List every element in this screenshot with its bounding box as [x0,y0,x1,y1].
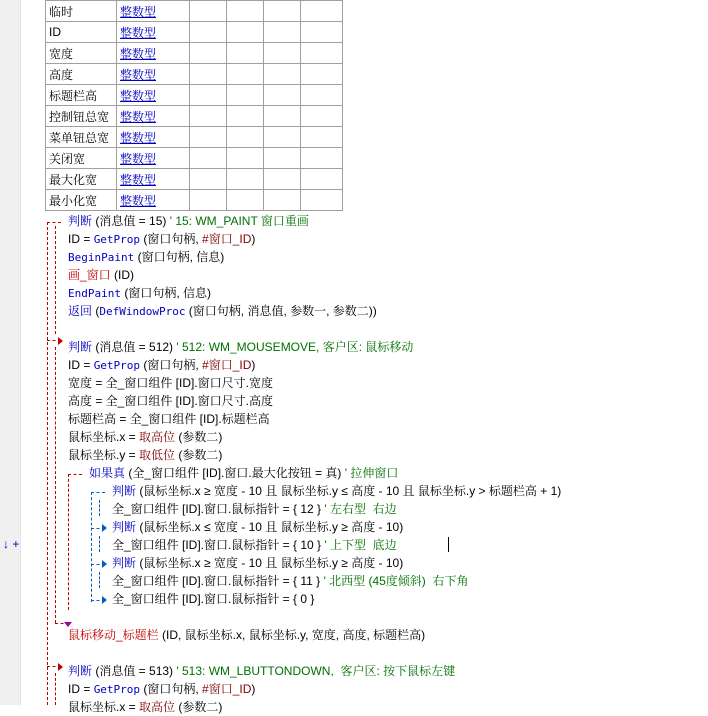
variable-type[interactable] [117,169,190,190]
table-cell[interactable] [264,85,301,106]
code-line[interactable]: BeginPaint (窗口句柄, 信息) [68,250,225,264]
variable-name[interactable]: 标题栏高 [46,85,117,106]
flow-line-outer [47,222,48,705]
table-cell[interactable] [227,190,264,211]
variable-type-link[interactable]: 整数型 [120,151,157,166]
flow-line-branch2 [55,347,56,623]
variable-type-link[interactable]: 整数型 [120,193,157,208]
flow-line-inner [99,572,100,588]
variable-type[interactable] [117,22,190,43]
variable-name[interactable]: ID [46,22,117,43]
flow-line-inner [91,492,92,602]
table-cell[interactable] [301,22,343,43]
variable-type[interactable] [117,190,190,211]
variable-type[interactable] [117,127,190,148]
flow-arrow [102,524,107,532]
table-cell[interactable] [190,22,227,43]
table-cell[interactable] [264,1,301,22]
table-cell[interactable] [190,64,227,85]
variable-name[interactable]: 高度 [46,64,117,85]
table-row[interactable] [46,1,343,22]
table-cell[interactable] [190,1,227,22]
table-cell[interactable] [227,127,264,148]
variable-type[interactable] [117,43,190,64]
code-line[interactable]: 全_窗口组件 [ID].窗口.鼠标指针 = { 0 } [112,592,315,606]
table-row[interactable] [46,148,343,169]
code-line[interactable]: 判断 (消息值 = 513) ' 513: WM_LBUTTONDOWN, 客户区: 按下鼠标左键 [68,664,456,678]
flow-line-inner [99,536,100,552]
variable-name[interactable]: 控制钮总宽 [46,106,117,127]
code-line[interactable]: 返回 (DefWindowProc (窗口句柄, 消息值, 参数一, 参数二)) [68,304,377,318]
flow-arrow [102,560,107,568]
code-line[interactable]: EndPaint (窗口句柄, 信息) [68,286,211,300]
table-cell[interactable] [264,43,301,64]
table-cell[interactable] [301,127,343,148]
code-line[interactable]: 高度 = 全_窗口组件 [ID].窗口尺寸.高度 [68,394,274,408]
table-cell[interactable] [301,43,343,64]
table-cell[interactable] [190,148,227,169]
table-cell[interactable] [227,1,264,22]
code-line[interactable]: 鼠标坐标.x = 取高位 (参数二) [68,700,223,714]
table-cell[interactable] [227,43,264,64]
table-row[interactable] [46,169,343,190]
table-cell[interactable] [190,85,227,106]
variable-name[interactable]: 临时 [46,1,117,22]
flow-arrow [102,596,107,604]
table-cell[interactable] [190,190,227,211]
variable-type-link[interactable]: 整数型 [120,25,157,40]
variable-name[interactable]: 宽度 [46,43,117,64]
flow-arrow [58,663,63,671]
table-cell[interactable] [227,64,264,85]
table-cell[interactable] [264,127,301,148]
variable-type-link[interactable]: 整数型 [120,109,157,124]
variable-type-link[interactable]: 整数型 [120,88,157,103]
table-row[interactable] [46,22,343,43]
table-cell[interactable] [301,169,343,190]
variable-name[interactable]: 最小化宽 [46,190,117,211]
variable-type-link[interactable]: 整数型 [120,4,157,19]
table-cell[interactable] [301,190,343,211]
text-caret [448,537,449,552]
table-row[interactable] [46,190,343,211]
editor-gutter[interactable] [0,0,21,705]
code-line[interactable]: ID = GetProp (窗口句柄, #窗口_ID) [68,232,256,246]
code-line[interactable]: 鼠标坐标.x = 取高位 (参数二) [68,430,223,444]
code-line[interactable]: 鼠标移动_标题栏 (ID, 鼠标坐标.x, 鼠标坐标.y, 宽度, 高度, 标题栏高) [68,628,426,642]
table-row[interactable] [46,64,343,85]
table-cell[interactable] [190,106,227,127]
table-cell[interactable] [264,22,301,43]
variable-type[interactable] [117,64,190,85]
code-line[interactable]: ID = GetProp (窗口句柄, #窗口_ID) [68,358,256,372]
table-cell[interactable] [227,106,264,127]
table-row[interactable] [46,85,343,106]
variable-table [45,0,343,211]
table-cell[interactable] [227,169,264,190]
code-line[interactable]: 全_窗口组件 [ID].窗口.鼠标指针 = { 10 } ' 上下型 底边 [112,538,397,552]
variable-type-link[interactable]: 整数型 [120,67,157,82]
table-cell[interactable] [264,148,301,169]
table-row[interactable] [46,127,343,148]
table-cell[interactable] [264,190,301,211]
table-cell[interactable] [264,106,301,127]
table-cell[interactable] [227,148,264,169]
table-cell[interactable] [190,127,227,148]
table-cell[interactable] [190,169,227,190]
table-cell[interactable] [301,148,343,169]
variable-type[interactable] [117,106,190,127]
variable-name[interactable]: 最大化宽 [46,169,117,190]
flow-line-branch3 [55,673,56,705]
code-line[interactable]: 画_窗口 (ID) [68,268,135,282]
variable-name[interactable]: 关闭宽 [46,148,117,169]
table-cell[interactable] [264,169,301,190]
flow-connector [91,492,105,493]
code-line[interactable]: 鼠标坐标.y = 取低位 (参数二) [68,448,223,462]
table-cell[interactable] [301,1,343,22]
flow-line-inner [99,500,100,516]
variable-type[interactable] [117,1,190,22]
code-line[interactable]: 判断 (消息值 = 512) ' 512: WM_MOUSEMOVE, 客户区: 鼠标移动 [68,340,414,354]
table-row[interactable] [46,106,343,127]
variable-type-link[interactable]: 整数型 [120,46,157,61]
flow-connector [68,474,82,475]
code-line[interactable]: 宽度 = 全_窗口组件 [ID].窗口尺寸.宽度 [68,376,274,390]
table-cell[interactable] [227,85,264,106]
variable-type-link[interactable]: 整数型 [120,130,157,145]
variable-type[interactable] [117,85,190,106]
table-cell[interactable] [301,64,343,85]
code-line[interactable]: 判断 (鼠标坐标.x ≥ 宽度 - 10 且 鼠标坐标.y ≤ 高度 - 10 且 鼠标坐标.y > 标题栏高 + 1) [112,484,562,498]
variable-type-link[interactable]: 整数型 [120,172,157,187]
flow-connector [47,222,61,223]
code-line[interactable]: 标题栏高 = 全_窗口组件 [ID].标题栏高 [68,412,270,426]
flow-arrow [58,337,63,345]
code-line[interactable]: 判断 (鼠标坐标.x ≤ 宽度 - 10 且 鼠标坐标.y ≥ 高度 - 10) [112,520,404,534]
table-row[interactable] [46,43,343,64]
code-line[interactable]: 全_窗口组件 [ID].窗口.鼠标指针 = { 12 } ' 左右型 右边 [112,502,397,516]
code-line[interactable]: 全_窗口组件 [ID].窗口.鼠标指针 = { 11 } ' 北西型 (45度倾斜) 右下角 [112,574,469,588]
code-line[interactable]: 判断 (消息值 = 15) ' 15: WM_PAINT 窗口重画 [68,214,309,228]
code-line[interactable]: 如果真 (全_窗口组件 [ID].窗口.最大化按钮 = 真) ' 拉伸窗口 [89,466,399,480]
table-cell[interactable] [190,43,227,64]
variable-type[interactable] [117,148,190,169]
flow-line-ifblock [68,474,69,610]
code-line[interactable]: 判断 (鼠标坐标.x ≥ 宽度 - 10 且 鼠标坐标.y ≥ 高度 - 10) [112,556,404,570]
code-line[interactable]: ID = GetProp (窗口句柄, #窗口_ID) [68,682,256,696]
breakpoint-marker[interactable]: ↓ + [3,537,20,551]
table-cell[interactable] [264,64,301,85]
table-cell[interactable] [301,106,343,127]
table-cell[interactable] [301,85,343,106]
variable-name[interactable]: 菜单钮总宽 [46,127,117,148]
flow-line-branch1 [55,226,56,334]
table-cell[interactable] [227,22,264,43]
